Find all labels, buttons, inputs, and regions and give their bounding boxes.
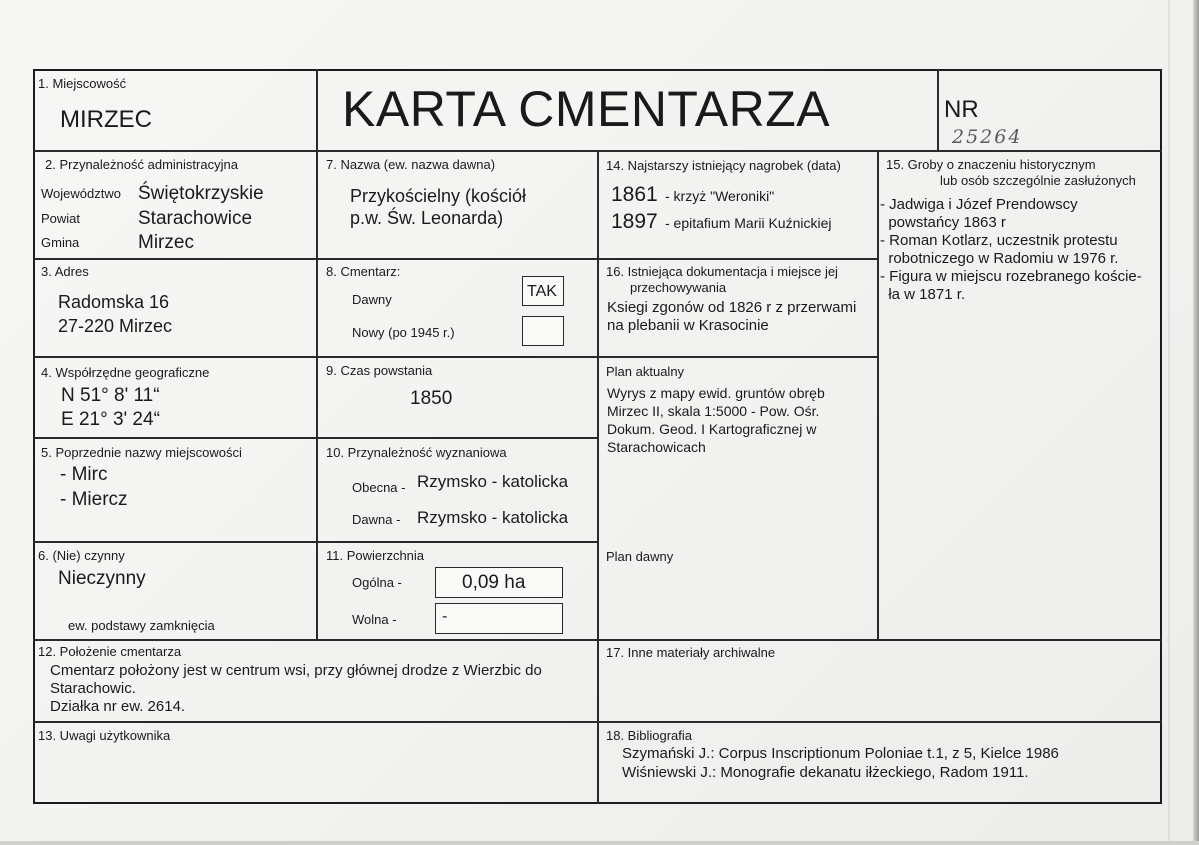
field-12-label: 12. Położenie cmentarza xyxy=(38,644,182,659)
bibliography-line-2: Wiśniewski J.: Monografie dekanatu iłżeckiego, Radom 1911. xyxy=(622,764,1029,781)
oldest-desc-1: - krzyż "Weroniki" xyxy=(665,188,775,204)
grave-line-6: ła w 1871 r. xyxy=(880,286,966,303)
rule-v-header-1 xyxy=(316,69,318,150)
oldest-year-1: 1861 xyxy=(611,183,658,206)
prev-name-1: - Mirc xyxy=(60,464,108,485)
nr-label: NR xyxy=(944,96,979,123)
bibliography-line-1: Szymański J.: Corpus Inscriptionum Poloniae t.1, z 5, Kielce 1986 xyxy=(622,745,1059,762)
dawna-value: Rzymsko - katolicka xyxy=(417,508,569,527)
grave-line-2: powstańcy 1863 r xyxy=(880,214,1006,231)
documentation-line-2: na plebanii w Krasocinie xyxy=(607,317,769,334)
rule-v-1 xyxy=(316,150,318,639)
dawna-label: Dawna - xyxy=(352,512,401,527)
rule-right-5 xyxy=(598,721,1162,723)
field-4-label: 4. Współrzędne geograficzne xyxy=(41,365,210,380)
name-line-1: Przykościelny (kościół xyxy=(350,186,527,206)
plan-aktualny-label: Plan aktualny xyxy=(606,364,685,379)
paper-fold xyxy=(1168,0,1170,845)
field-15-label-2: lub osób szczególnie zasłużonych xyxy=(940,173,1136,188)
field-16-label-2: przechowywania xyxy=(630,280,727,295)
gmina-label: Gmina xyxy=(41,235,80,250)
grave-line-1: - Jadwiga i Józef Prendowscy xyxy=(880,196,1078,213)
address-line-2: 27-220 Mirzec xyxy=(58,316,173,336)
grave-line-4: robotniczego w Radomiu w 1976 r. xyxy=(880,250,1119,267)
rule-v-3 xyxy=(877,150,879,639)
nr-value: 25264 xyxy=(952,126,1023,148)
ogolna-box xyxy=(435,567,563,598)
field-14-label: 14. Najstarszy istniejący nagrobek (data) xyxy=(606,158,841,173)
coord-e: E 21° 3' 24“ xyxy=(61,409,160,430)
field-9-label: 9. Czas powstania xyxy=(326,363,433,378)
oldest-year-2: 1897 xyxy=(611,210,658,233)
name-line-2: p.w. Św. Leonarda) xyxy=(350,208,504,228)
field-1-label: 1. Miejscowość xyxy=(38,76,127,91)
location-line-3: Działka nr ew. 2614. xyxy=(50,698,186,715)
plan-line-1: Wyrys z mapy ewid. gruntów obręb xyxy=(607,385,825,401)
location-line-2: Starachowic. xyxy=(50,680,136,697)
plan-line-2: Mirzec II, skala 1:5000 - Pow. Ośr. xyxy=(607,403,820,419)
ogolna-label: Ogólna - xyxy=(352,575,402,590)
founding-year: 1850 xyxy=(410,388,453,409)
location-line-1: Cmentarz położony jest w centrum wsi, przy głównej drodze z Wierzbic do xyxy=(50,662,542,679)
field-15-label-1: 15. Groby o znaczeniu historycznym xyxy=(886,157,1096,172)
prev-name-2: - Miercz xyxy=(60,489,128,510)
coord-n: N 51° 8' 11“ xyxy=(61,385,160,406)
field-18-label: 18. Bibliografia xyxy=(606,728,692,743)
field-3-label: 3. Adres xyxy=(41,264,89,279)
field-13-label: 13. Uwagi użytkownika xyxy=(38,728,171,743)
address-line-1: Radomska 16 xyxy=(58,292,170,312)
field-1-value: MIRZEC xyxy=(60,106,152,133)
rule-left-5 xyxy=(33,721,598,723)
ogolna-value: 0,09 ha xyxy=(462,572,526,593)
nowy-checkbox xyxy=(522,316,564,346)
field-8-label: 8. Cmentarz: xyxy=(326,264,401,279)
wojewodztwo-value: Świętokrzyskie xyxy=(138,183,264,204)
field-16-label-1: 16. Istniejąca dokumentacja i miejsce jej xyxy=(606,264,838,279)
dawny-value: TAK xyxy=(527,283,557,300)
grave-line-5: - Figura w miejscu rozebranego koście- xyxy=(880,268,1142,285)
plan-line-3: Dokum. Geod. I Kartograficznej w xyxy=(607,421,817,437)
nowy-label: Nowy (po 1945 r.) xyxy=(352,325,455,340)
paper-edge-bottom xyxy=(0,841,1199,845)
wojewodztwo-label: Województwo xyxy=(41,186,121,201)
rule-v-2 xyxy=(597,150,599,804)
rule-mid-1 xyxy=(598,258,877,260)
paper-edge-right xyxy=(1193,0,1199,845)
powiat-value: Starachowice xyxy=(138,208,253,229)
field-2-label: 2. Przynależność administracyjna xyxy=(45,157,238,172)
plan-dawny-label: Plan dawny xyxy=(606,549,674,564)
grave-line-3: - Roman Kotlarz, uczestnik protestu xyxy=(880,232,1118,249)
dawny-checkbox xyxy=(522,276,564,306)
wolna-box xyxy=(435,603,563,634)
field-10-label: 10. Przynależność wyznaniowa xyxy=(326,445,507,460)
card-title: KARTA CMENTARZA xyxy=(342,81,831,137)
plan-line-4: Starachowicach xyxy=(607,439,706,455)
powiat-label: Powiat xyxy=(41,211,81,226)
field-11-label: 11. Powierzchnia xyxy=(326,548,425,563)
field-5-label: 5. Poprzednie nazwy miejscowości xyxy=(41,445,242,460)
rule-mid-2 xyxy=(598,356,877,358)
field-17-label: 17. Inne materiały archiwalne xyxy=(606,645,776,660)
rule-v-header-2 xyxy=(937,69,939,150)
dawny-label: Dawny xyxy=(352,292,392,307)
field-7-label: 7. Nazwa (ew. nazwa dawna) xyxy=(326,157,496,172)
active-status: Nieczynny xyxy=(58,568,146,589)
field-6-label: 6. (Nie) czynny xyxy=(38,548,125,563)
obecna-label: Obecna - xyxy=(352,480,406,495)
closure-reason-label: ew. podstawy zamknięcia xyxy=(68,618,215,633)
oldest-desc-2: - epitafium Marii Kuźnickiej xyxy=(665,215,832,231)
wolna-value: - xyxy=(442,608,448,625)
obecna-value: Rzymsko - katolicka xyxy=(417,472,569,491)
wolna-label: Wolna - xyxy=(352,612,397,627)
gmina-value: Mirzec xyxy=(138,232,194,253)
documentation-line-1: Ksiegi zgonów od 1826 r z przerwami xyxy=(607,299,857,316)
